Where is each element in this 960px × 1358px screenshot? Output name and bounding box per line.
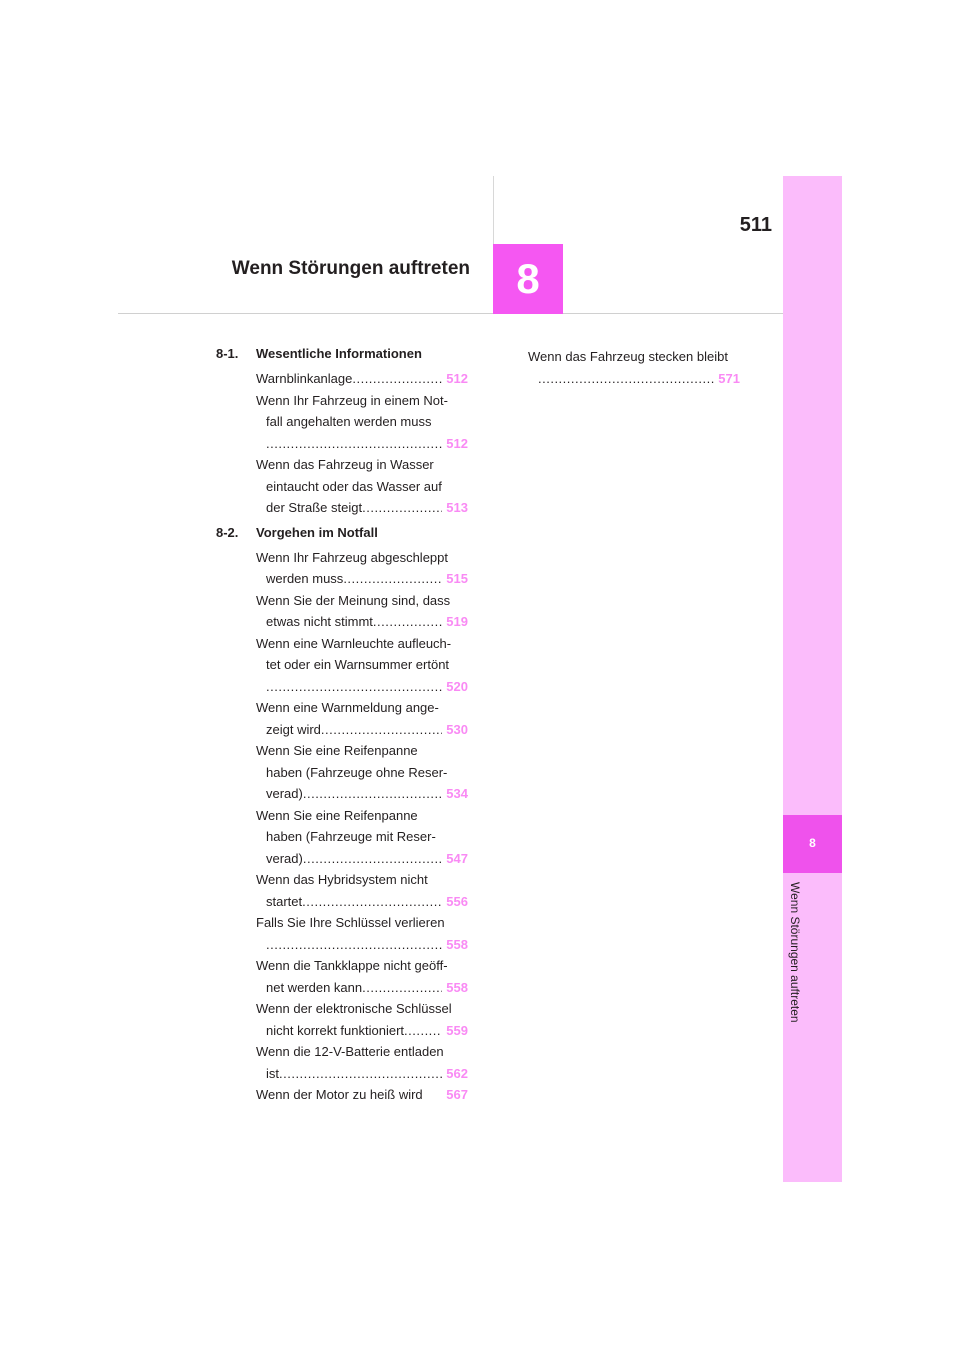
toc-entry-text: Wenn eine Warnleuchte aufleuch- xyxy=(256,635,452,651)
toc-section-heading xyxy=(216,346,468,362)
toc-entry[interactable] xyxy=(256,740,468,805)
toc-entry[interactable] xyxy=(256,633,468,698)
toc-section-title: Vorgehen im Notfall xyxy=(256,524,378,540)
toc-page-ref[interactable]: 556 xyxy=(446,893,468,909)
toc-leader-dots xyxy=(279,1063,442,1085)
toc-entry-text: Wenn der elektronische Schlüssel xyxy=(256,1001,452,1016)
toc-page-ref[interactable]: 512 xyxy=(446,435,468,451)
toc-leader-dots xyxy=(266,934,442,956)
toc-entry-text: Wenn eine Warnmeldung ange- xyxy=(256,700,439,715)
toc-entry[interactable] xyxy=(256,1084,468,1106)
chapter-number-box: 8 xyxy=(493,244,563,314)
toc-leader-dots xyxy=(321,719,442,741)
toc-entry[interactable] xyxy=(256,869,468,912)
toc-section-heading xyxy=(216,525,468,541)
toc-entry-text: zeigt wird xyxy=(266,721,321,737)
toc-leader-dots xyxy=(303,783,442,805)
toc-page-ref[interactable]: 512 xyxy=(446,371,468,386)
toc-entry[interactable] xyxy=(256,697,468,740)
toc-page-ref[interactable]: 558 xyxy=(446,936,468,952)
toc-page-ref[interactable]: 559 xyxy=(446,1022,468,1038)
toc-entry-text: der Straße steigt xyxy=(266,500,363,515)
toc-leader-dots xyxy=(404,1020,442,1042)
toc-page-ref[interactable]: 515 xyxy=(446,571,468,586)
toc-page-ref[interactable]: 567 xyxy=(446,1087,468,1102)
toc-entry-text: ist xyxy=(266,1065,279,1081)
toc-entry[interactable] xyxy=(256,1041,468,1084)
toc-leader-dots xyxy=(302,891,442,913)
toc-entry[interactable] xyxy=(256,590,468,633)
toc-leader-dots xyxy=(343,568,442,590)
toc-leader-dots xyxy=(266,676,442,698)
toc-entry-text: Wenn das Fahrzeug stecken bleibt xyxy=(528,349,728,364)
toc-entry[interactable] xyxy=(256,547,468,590)
toc-entry[interactable] xyxy=(256,390,468,455)
chapter-title: Wenn Störungen auftreten xyxy=(231,258,470,279)
toc-entry-text: Wenn Ihr Fahrzeug in einem Not- xyxy=(256,392,448,408)
toc-column-right xyxy=(528,346,740,389)
toc-leader-dots xyxy=(538,368,714,390)
toc-entry-text: Wenn der Motor zu heiß wird xyxy=(256,1087,423,1102)
toc-leader-dots xyxy=(303,848,442,870)
toc-entry-text: werden muss xyxy=(266,571,344,586)
toc-entry-text: startet xyxy=(266,893,303,909)
toc-page-ref[interactable]: 571 xyxy=(718,370,740,386)
toc-entry-text: Wenn das Hybridsystem nicht xyxy=(256,872,428,887)
toc-entry-text: fall angehalten werden muss xyxy=(266,414,432,429)
toc-leader-dots xyxy=(362,497,442,519)
toc-entry-text: haben (Fahrzeuge mit Reser- xyxy=(266,829,436,844)
toc-section-title: Wesentliche Informationen xyxy=(256,346,422,361)
toc-page-ref[interactable]: 534 xyxy=(446,786,468,801)
toc-entry-text: haben (Fahrzeuge ohne Reser- xyxy=(266,764,448,780)
toc-leader-dots xyxy=(373,611,442,633)
toc-leader-dots xyxy=(362,977,442,999)
toc-entry-text: verad) xyxy=(266,850,303,866)
toc-page-ref[interactable]: 513 xyxy=(446,500,468,515)
toc-entry-text: Wenn die 12-V-Batterie entladen xyxy=(256,1044,444,1059)
toc-entry[interactable] xyxy=(256,454,468,519)
side-tab-label: Wenn Störungen auftreten xyxy=(788,882,802,1023)
toc-entry-text: Wenn Sie der Meinung sind, dass xyxy=(256,592,451,608)
toc-entry-text: Wenn das Fahrzeug in Wasser xyxy=(256,457,434,472)
side-tab-number: 8 xyxy=(809,836,816,850)
toc-entry-text: etwas nicht stimmt xyxy=(266,614,373,629)
toc-entry-text: nicht korrekt funktioniert xyxy=(266,1022,405,1038)
toc-entry-text: Warnblinkanlage xyxy=(256,371,353,386)
header-divider-vertical xyxy=(493,176,494,246)
toc-entry[interactable] xyxy=(256,998,468,1041)
toc-page-ref[interactable]: 530 xyxy=(446,721,468,737)
toc-page-ref[interactable]: 519 xyxy=(446,614,468,629)
toc-entry[interactable] xyxy=(256,805,468,870)
toc-column-left xyxy=(216,346,468,1106)
toc-section-number: 8-1. xyxy=(216,346,239,361)
toc-page-ref[interactable]: 547 xyxy=(446,850,468,866)
toc-entry-text: Wenn Sie eine Reifenpanne xyxy=(256,807,418,823)
toc-entry-text: tet oder ein Warnsummer ertönt xyxy=(266,657,450,672)
toc-entry-text: verad) xyxy=(266,786,303,801)
toc-entry-text: Wenn Sie eine Reifenpanne xyxy=(256,743,418,758)
page-number: 511 xyxy=(739,214,772,236)
toc-section-number: 8-2. xyxy=(216,524,239,540)
toc-entry-text: Falls Sie Ihre Schlüssel verlieren xyxy=(256,915,445,930)
toc-page-ref[interactable]: 520 xyxy=(446,678,468,694)
toc-leader-dots xyxy=(266,433,442,455)
toc-entry-text: net werden kann xyxy=(266,979,363,995)
toc-entry-text: Wenn Ihr Fahrzeug abgeschleppt xyxy=(256,549,448,565)
toc-entry[interactable] xyxy=(256,368,468,390)
toc-page-ref[interactable]: 562 xyxy=(446,1065,468,1081)
toc-entry[interactable] xyxy=(528,346,740,389)
toc-page-ref[interactable]: 558 xyxy=(446,979,468,995)
toc-entry[interactable] xyxy=(256,912,468,955)
toc-entry-text: Wenn die Tankklappe nicht geöff- xyxy=(256,958,448,973)
header-divider-horizontal xyxy=(118,313,783,314)
toc-entry[interactable] xyxy=(256,955,468,998)
toc-entry-text: eintaucht oder das Wasser auf xyxy=(266,478,442,494)
toc-leader-dots xyxy=(352,368,442,390)
